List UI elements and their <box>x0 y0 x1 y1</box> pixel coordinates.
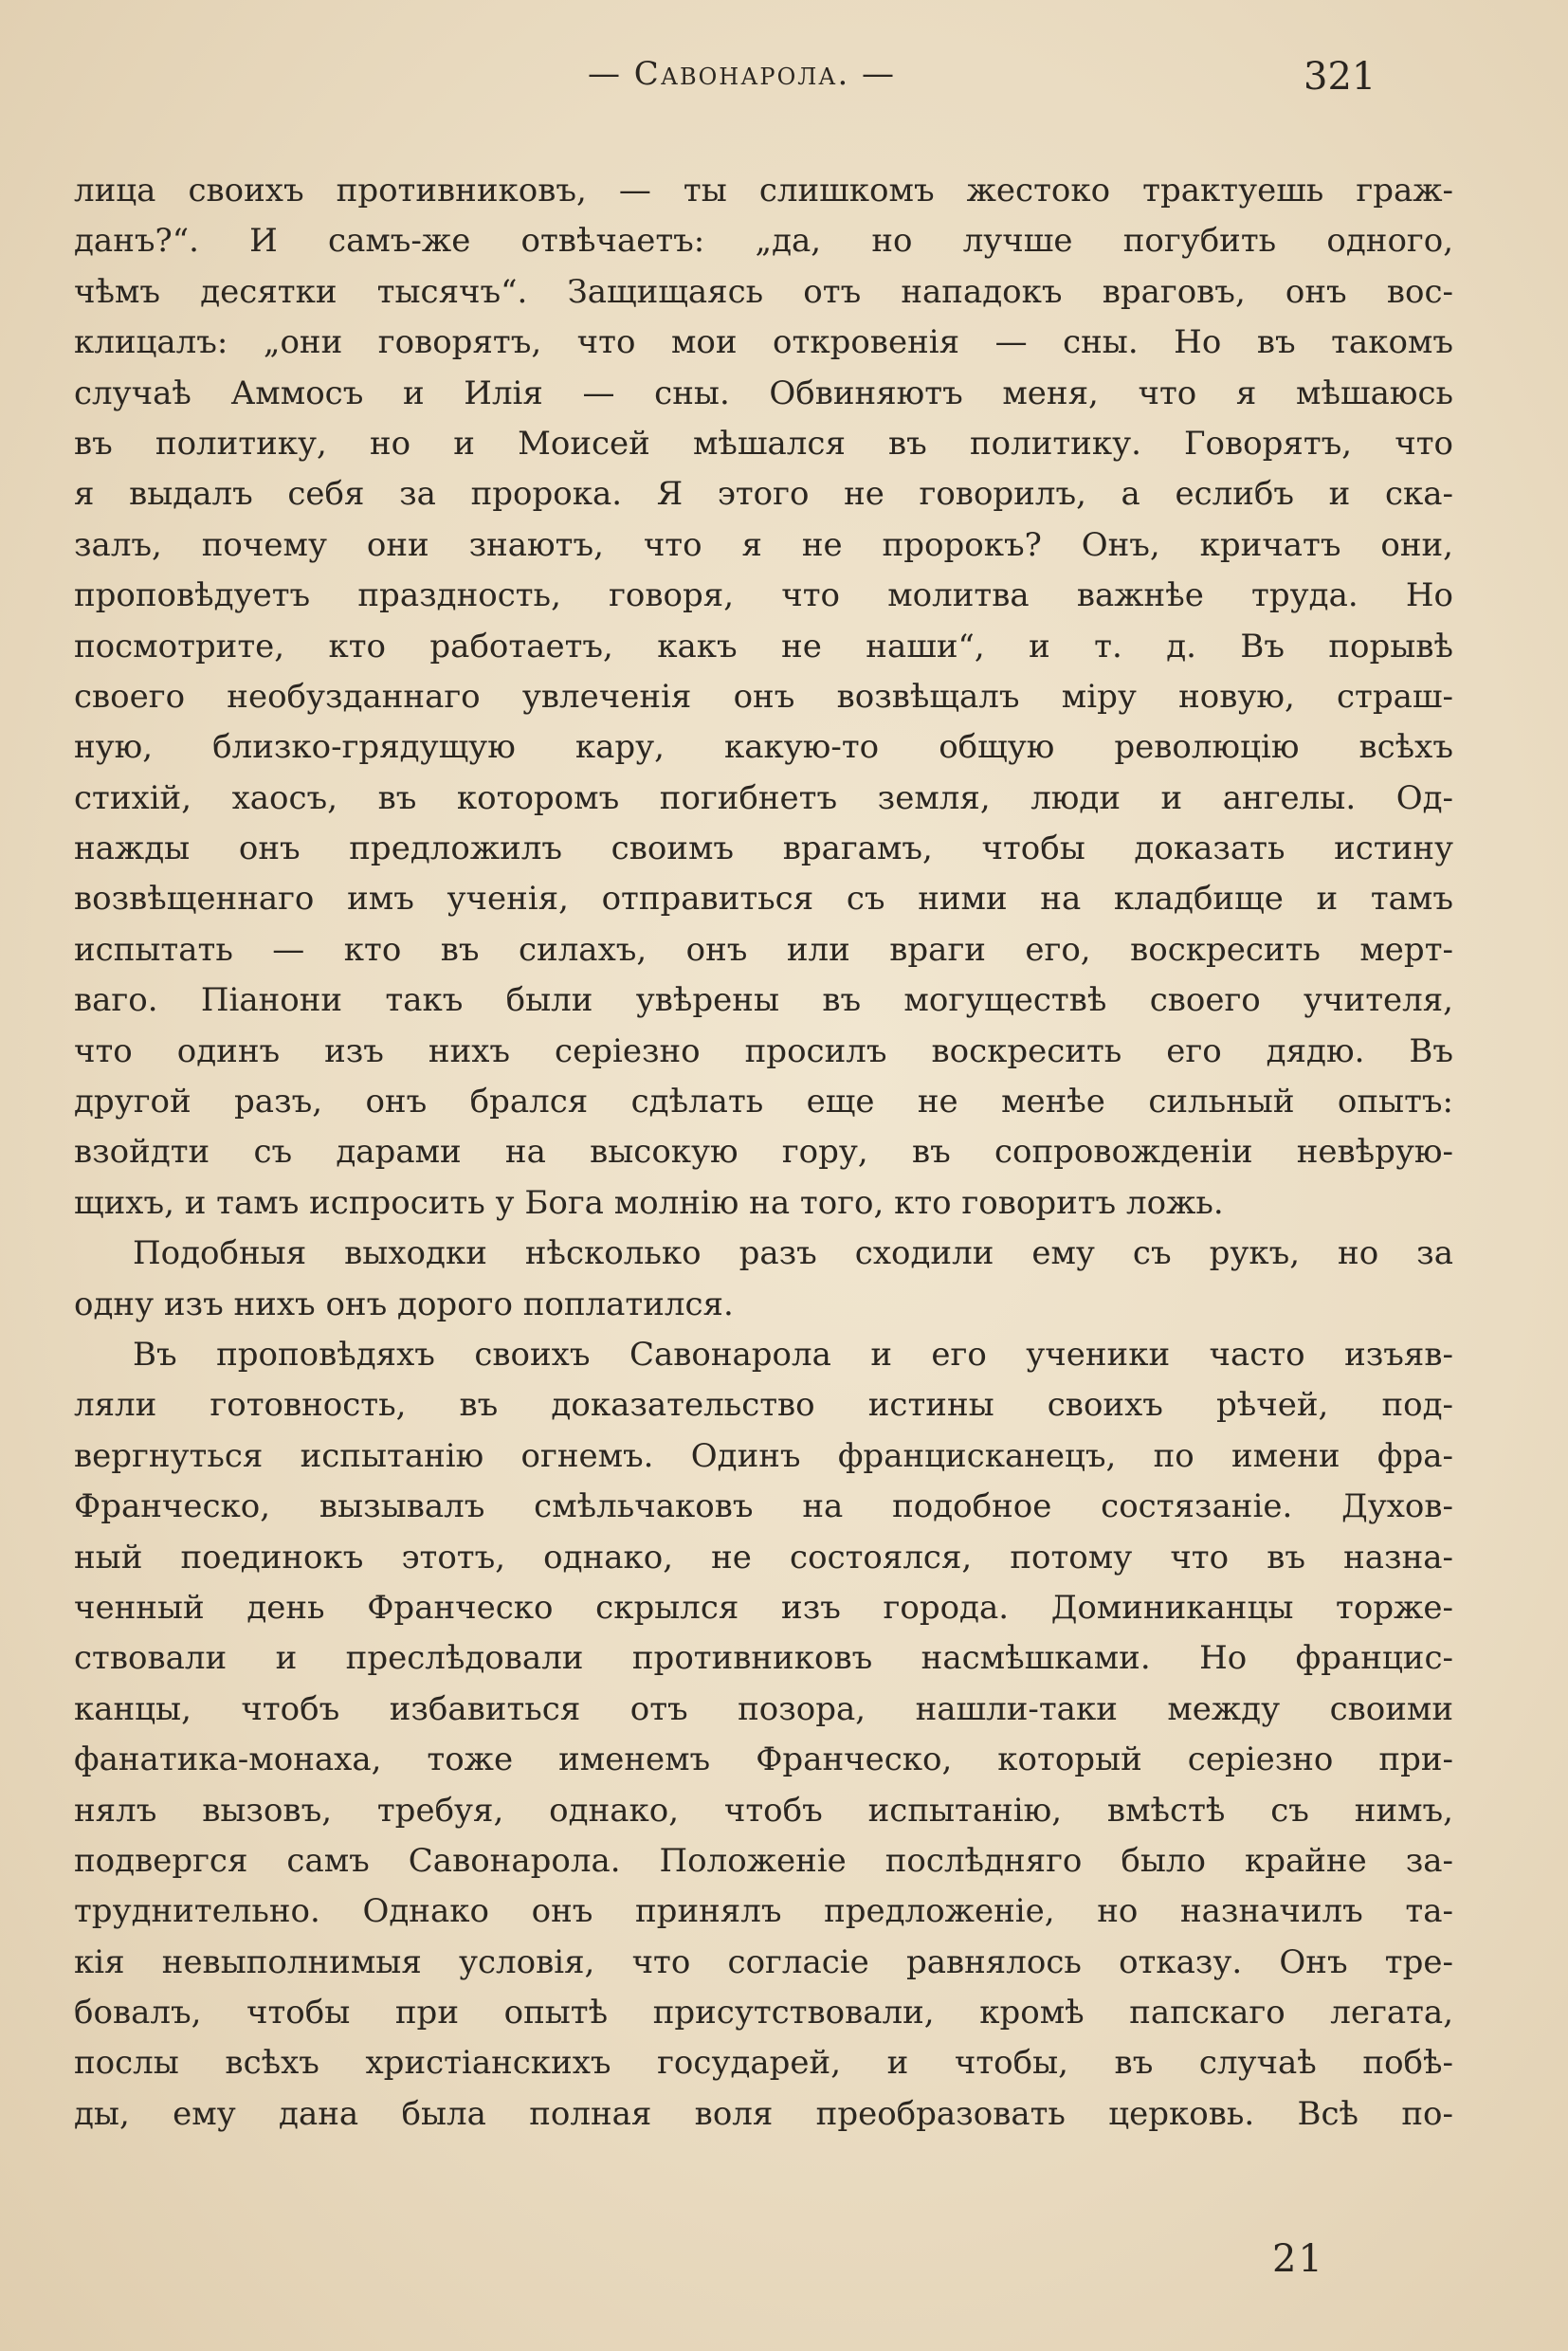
text-line: случаѣ Аммосъ и Илія — сны. Обвиняютъ меня, что я мѣшаюсь <box>74 374 1453 412</box>
text-line: чѣмъ десятки тысячъ“. Защищаясь отъ нападокъ враговъ, онъ вос- <box>74 272 1453 311</box>
text-line: подвергся самъ Савонарола. Положеніе послѣдняго было крайне за- <box>74 1841 1453 1880</box>
text-line: клицалъ: „они говорятъ, что мои откровенія — сны. Но въ такомъ <box>74 323 1453 362</box>
text-line: ную, близко-грядущую кару, какую-то общую революцію всѣхъ <box>74 728 1453 767</box>
text-line: испытать — кто въ силахъ, онъ или враги его, воскресить мерт- <box>74 930 1453 969</box>
text-line: въ политику, но и Моисей мѣшался въ политику. Говорятъ, что <box>74 424 1453 463</box>
text-line: щихъ, и тамъ испросить у Бога молнію на того, кто говоритъ ложь. <box>74 1183 1224 1222</box>
text-line: нажды онъ предложилъ своимъ врагамъ, чтобы доказать истину <box>74 829 1453 868</box>
text-line: ный поединокъ этотъ, однако, не состоялся, потому что въ назна- <box>74 1538 1453 1576</box>
page-header <box>76 55 1403 112</box>
text-line: одну изъ нихъ онъ дорого поплатился. <box>74 1285 734 1323</box>
text-line: я выдалъ себя за пророка. Я этого не говорилъ, а еслибъ и ска- <box>74 475 1453 514</box>
text-line: взойдти съ дарами на высокую гору, въ сопровожденіи невѣрую- <box>74 1133 1453 1172</box>
text-line: залъ, почему они знаютъ, что я не пророкъ? Онъ, кричатъ они, <box>74 525 1453 564</box>
text-line: нялъ вызовъ, требуя, однако, чтобъ испытанію, вмѣстѣ съ нимъ, <box>74 1791 1453 1830</box>
running-title: — Савонарола. — <box>588 55 897 93</box>
text-line: Франческо, вызывалъ смѣльчаковъ на подобное состязаніе. Духов- <box>74 1487 1453 1526</box>
text-line: ляли готовность, въ доказательство истины своихъ рѣчей, под- <box>74 1386 1453 1425</box>
text-line: посмотрите, кто работаетъ, какъ не наши“, и т. д. Въ порывѣ <box>74 627 1453 665</box>
text-line: проповѣдуетъ праздность, говоря, что молитва важнѣе труда. Но <box>74 576 1453 615</box>
text-line: другой разъ, онъ брался сдѣлать еще не менѣе сильный опытъ: <box>74 1083 1453 1121</box>
signature-mark: 21 <box>1272 2237 1324 2281</box>
text-line: данъ?“. И самъ-же отвѣчаетъ: „да, но лучше погубить одного, <box>74 222 1453 261</box>
text-line: фанатика-монаха, тоже именемъ Франческо, который серіезно при- <box>74 1740 1453 1779</box>
text-line: канцы, чтобъ избавиться отъ позора, нашли-таки между своими <box>74 1689 1453 1728</box>
text-line: вергнуться испытанію огнемъ. Одинъ францисканецъ, по имени фра- <box>74 1436 1453 1475</box>
paragraph-first-line: Въ проповѣдяхъ своихъ Савонарола и его ученики часто изъяв- <box>133 1335 1453 1374</box>
text-line: что одинъ изъ нихъ серіезно просилъ воскресить его дядю. Въ <box>74 1031 1453 1070</box>
text-line: возвѣщеннаго имъ ученія, отправиться съ ними на кладбище и тамъ <box>74 880 1453 919</box>
text-line: лица своихъ противниковъ, — ты слишкомъ жестоко трактуешь граж- <box>74 172 1453 210</box>
body-text <box>74 166 1453 2140</box>
text-line: стихій, хаосъ, въ которомъ погибнетъ земля, люди и ангелы. Од- <box>74 778 1453 817</box>
text-line: труднительно. Однако онъ принялъ предложеніе, но назначилъ та- <box>74 1892 1453 1931</box>
paragraph-first-line: Подобныя выходки нѣсколько разъ сходили ему съ рукъ, но за <box>133 1234 1453 1273</box>
text-line: своего необузданнаго увлеченія онъ возвѣщалъ міру новую, страш- <box>74 677 1453 716</box>
text-line: ствовали и преслѣдовали противниковъ насмѣшками. Но францис- <box>74 1639 1453 1678</box>
text-line: послы всѣхъ христіанскихъ государей, и чтобы, въ случаѣ побѣ- <box>74 2044 1453 2083</box>
text-line: ченный день Франческо скрылся изъ города. Доминиканцы торже- <box>74 1588 1453 1627</box>
page-number: 321 <box>1304 55 1377 99</box>
text-line: ды, ему дана была полная воля преобразовать церковь. Всѣ по- <box>74 2094 1453 2133</box>
text-line: кія невыполнимыя условія, что согласіе равнялось отказу. Онъ тре- <box>74 1942 1453 1981</box>
text-line: ваго. Піанони такъ были увѣрены въ могуществѣ своего учителя, <box>74 981 1453 1020</box>
text-line: бовалъ, чтобы при опытѣ присутствовали, кромѣ папскаго легата, <box>74 1994 1453 2032</box>
